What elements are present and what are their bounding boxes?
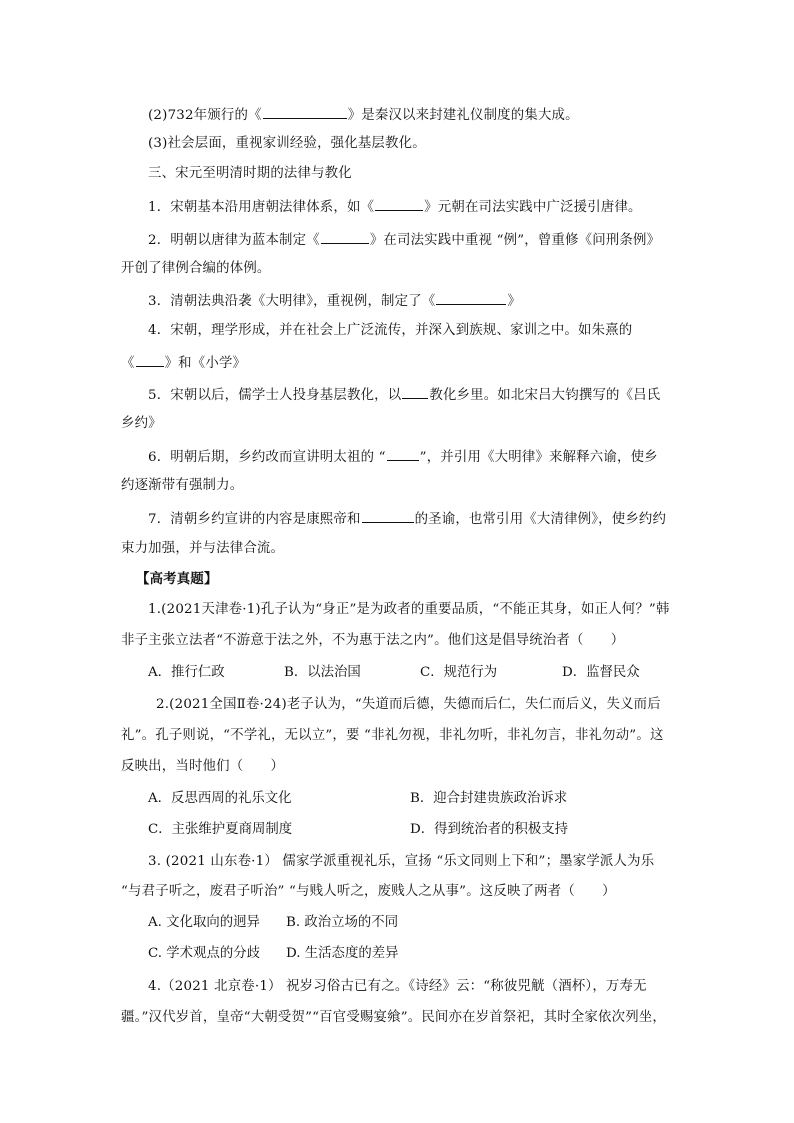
text-line: 7．清朝乡约宣讲的内容是康熙帝和 的圣谕，也常引用《大清律例》，使乡约约 [148,508,666,530]
text-line: 束力加强，并与法律合流。 [121,541,285,556]
question-text: “与君子听之，废君子听治” “与贱人听之，废贱人之从事”。这反映了两者（ ） [121,884,616,899]
fill-blank [387,446,419,461]
text-line: 开创了律例合编的体例。 [121,261,271,276]
text-line: 5．宋朝以后，儒学士人投身基层教化，以 教化乡里。如北宋吕大钧撰写的《吕氏 [148,384,660,406]
option-d: D．得到统治者的积极支持 [410,822,569,837]
option-b: B．迎合封建贵族政治诉求 [410,791,568,806]
section-heading: 三、宋元至明清时期的法律与教化 [148,166,352,181]
question-text: 反映出，当时他们（ ） [121,759,285,774]
question-text: 3. (2021 山东卷·1） 儒家学派重视礼乐，宣扬 “乐文同则上下和”；墨家学派人为乐 [148,854,655,869]
fill-blank [362,508,414,523]
option-c: C. 学术观点的分歧 [148,946,261,961]
text-line: 3．清朝法典沿袭《大明律》，重视例，制定了《 》 [148,290,521,312]
option-d: D．监督民众 [562,665,640,680]
section-heading: 【高考真题】 [136,571,218,587]
question-text: 2.(2021全国Ⅱ卷·24)老子认为，“失道而后德，失德而后仁，失仁而后义，失义而后 [156,697,661,712]
option-c: C．规范行为 [420,665,498,680]
text-line: 2．明朝以唐律为蓝本制定《 》在司法实践中重视 “例”，曾重修《问刑条例》 [148,229,660,251]
text-line: (2)732年颁行的《 》是秦汉以来封建礼仪制度的集大成。 [148,104,579,126]
text-line: 4．宋朝，理学形成，并在社会上广泛流传，并深入到族规、家训之中。如朱熹的 [148,323,633,338]
option-c: C．主张维护夏商周制度 [148,822,293,837]
text-line: (3)社会层面，重视家训经验，强化基层教化。 [148,136,426,151]
option-b: B．以法治国 [284,665,361,680]
fill-blank [263,104,347,119]
option-a: A．反思西周的礼乐文化 [148,791,292,806]
text-line: 约逐渐带有强制力。 [121,478,244,493]
question-text: 1.(2021天津卷·1)孔子认为“身正”是为政者的重要品质，“不能正其身，如正人何？”韩 [148,602,670,617]
fill-blank [436,290,506,305]
text-line: 1．宋朝基本沿用唐朝法律体系，如《 》元朝在司法实践中广泛援引唐律。 [148,196,642,218]
option-b: B. 政治立场的不同 [286,915,399,930]
question-text: 4.（2021 北京卷·1） 祝岁习俗古已有之。《诗经》云：“称彼兕觥（酒杯），万寿无 [148,979,647,994]
question-text: 礼”。孔子则说，“不学礼，无以立”，要 “非礼勿视，非礼勿听，非礼勿言，非礼勿动”。这 [121,728,664,743]
fill-blank [375,196,423,211]
text-line: 6．明朝后期，乡约改而宣讲明太祖的 “ ”，并引用《大明律》来解释六谕，使乡 [148,446,658,468]
text-line: 乡约》 [121,416,162,431]
fill-blank [321,229,369,244]
fill-blank [136,352,164,367]
fill-blank [402,384,428,399]
question-text: 非子主张立法者“不游意于法之外，不为惠于法之内”。他们这是倡导统治者（ ） [121,633,625,648]
option-a: A. 文化取向的迥异 [148,915,260,930]
text-line: 《 》和《小学》 [121,352,246,374]
option-a: A．推行仁政 [148,665,225,680]
option-d: D. 生活态度的差异 [286,946,399,961]
question-text: 疆。”汉代岁首，皇帝“大朝受贺”“百官受赐宴飨”。民间亦在岁首祭祀，其时全家依次列坐， [121,1010,666,1025]
